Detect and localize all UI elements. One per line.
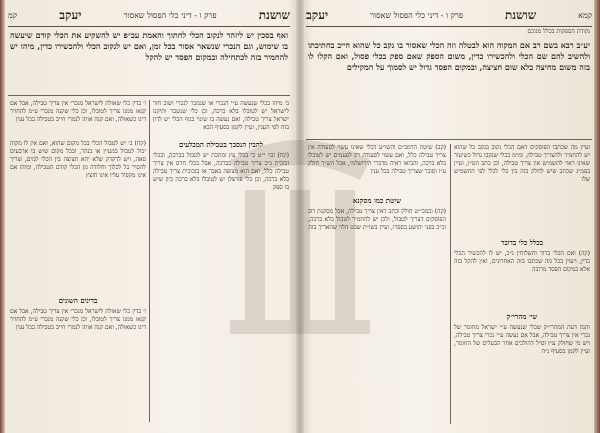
left-section-text-2: ו׳ בדין כלי שאולה לישראל מנכרי אין צריך טבילה, אבל אם קנאו ממנו צריך לטובלו, וכן כלי שקנה מנכרי ע״מ להחזיר דינו כשאולה, ואם קנה אותו לגמרי חייב בטבילה בכל ענין (10, 308, 146, 331)
left-section-heading-1: להבין הנסבך בטבילת המבלעים (178, 140, 264, 149)
right-running-header (306, 6, 592, 27)
book-edge-left (0, 0, 5, 433)
left-main-paragraph: ואף בסכין יש ליזהר לנקוב הכלי לחתוך והאמת עכ״פ יש להשקיע את הכלי קודם שיעשה בו שימוש, וגם הנכרי שנשאר אסור בכל זמן, ואם יש לנקוב הכלי ולהכשירו כדין, מיהו יש להחמיר בזה לכתחילה ובמקום הפסד יש להקל (10, 30, 288, 62)
right-col-right-text: ועיין מה שכתבו הפוסקים דאם הכלי נקוב בנקב כל שהוא יש להחמיר ולהצריך טבילה, ומ״מ בכלי שנקבו גדול כשיעור שאינו ראוי לתשמיש אין צריך טבילה, וכן כתב הט״ז, ועיין בפמ״ג שכתב שיש לחלק בזה בין כלי לכלי לפי התשמיש שלו (454, 144, 590, 183)
left-page (8, 0, 290, 433)
left-running-header (8, 6, 290, 27)
right-top-label: נקודת הספקות בכלל מגוכם (527, 28, 590, 35)
right-divider (306, 139, 592, 140)
left-col-right-text: ב׳ מיהו בכלי שנעשה ע״י הנכרי או שנמכר לנכרי ושוב חזר לישראל יש לטובלו בלא ברכה, וכן כלי שנשבר ותיקנו ישראל צריך טבילה, ואם נעשה בו שינוי בגוף הכלי יש לדון בזה לפי הענין, ועיין לקמן בסעיף הבא (153, 100, 289, 131)
left-divider (8, 95, 290, 96)
right-page-number: קמא (578, 10, 592, 20)
left-section-heading-2: בדינים השונים (58, 296, 98, 305)
right-column-rule (450, 144, 451, 424)
right-section-text-1: (קה) ואם הכלי ברור והשלוחין ג״כ, יש לו להכשיר הכלי כדין, ויעוין בכל מה שכתבו בזה האחרונים, ואין להקל בזה אלא במקום הפסד מרובה (454, 250, 590, 273)
left-col-left-continued: (קח) ב׳ יש לטבול הכלי בכל מקום שהוא, ואם אין לו מקוה יכול לטבול במעיין או בנהר, ובכל מקום שיש בו ארבעים סאה, ויש לדקדק שלא יהא חציצה בין הכלי למים, וצריך להסיר כל לכלוך וחלודה מן הכלי קודם הטבילה, ומיהו אם אינו מקפיד עליו אינו חוצץ (10, 140, 146, 179)
right-header-sub: פרק ו - דיני כלי הפסול שאסור (370, 10, 464, 20)
left-header-title: שושנת (258, 7, 290, 22)
book-edge-right (594, 0, 600, 433)
left-header-name: יעקב (59, 7, 82, 22)
right-section-heading-1: בכלל כלי בדובר (500, 238, 544, 247)
right-header-name: יעקב (306, 7, 329, 22)
left-column-rule (149, 100, 150, 422)
left-page-number: קמ (8, 10, 18, 20)
left-col-left-text: ו׳ בדין כלי שאולה לישראל מנכרי אין צריך טבילה, אבל אם קנאו ממנו צריך לטובלו, וכן כלי שקנה מנכרי ע״מ להחזיר דינו כשאולה, ואם קנה אותו לגמרי חייב בטבילה בכל ענין (10, 100, 146, 123)
left-header-sub: פרק ו - דיני כלי הפסול שאסור (123, 10, 217, 20)
right-section-text-3: והנה דעת המהרי״ק שכלי שנעשה ע״י ישראל מחומר של נכרי אין צריך טבילה, אבל אם נעשה ע״י נכרי צריך טבילה, ויש מי שחולק ע״ז וס״ל דהולכים אחר הבעלים של החומר, ועיין לקמן בסעיף נ״ה (454, 324, 590, 355)
book-gutter (296, 0, 304, 433)
left-section-text-1: (קח) ובו׳ י״ט כי בכלי עץ ומתכת יש לטבול בברכה, ובכלי זכוכית ג״כ צריך טבילה בברכה, אבל בכלי חרס אין צריך טבילה כלל, ואם הוא מצופה באבר או בזכוכית צריך טבילה בלא ברכה, וכן כלי פורצלן יש לטובלו בלא ברכה כיון שיש בו ספק (153, 152, 289, 191)
right-section-heading-3: שי׳ מהרי״ק (506, 312, 538, 321)
right-main-paragraph: יע״ב רבא בשם רב אם המקוה הוא לבטלה וזה הכלי שאסור בו נקב כל שהוא חייב בחתיכתו ולהשיב להם שם הכלי ולהכשירו כדין, משום הספק שאם ספק בכלי פסול, ואם הקלו לו בזה משום מחיצה בלא שום חציצה, ובמקום הפסד גדול יש לסמוך על המקילים (308, 40, 590, 72)
right-page (306, 0, 592, 433)
right-col-left-text: (קב) שיטת הרמב״ם והשו״ע דכלי שאינו עשוי לסעודה אין צריך טבילה כלל, ואם עשוי לסעודה רק לפעמים יש לטובלו בלא ברכה, והביאו ראיה מדברי הירושלמי, אבל הש״ך חולק ע״ז וסובר שצריך טבילה בכל ענין (308, 144, 446, 175)
right-section-text-2: (קה) ובמבי״ט חולק וכתב דאין צריך טבילה, אבל מסקנת רוב הפוסקים דצריך לטבול, ולכן יש להחמיר לטבול בלא ברכה, וכ״כ בפני יהושע בספרו, ועיין בשו״ת שבט הלוי שהאריך בזה (308, 208, 446, 231)
right-header-title: שושנת (504, 7, 537, 22)
right-section-heading-2: שיטת כמו מסקנא (352, 196, 402, 205)
